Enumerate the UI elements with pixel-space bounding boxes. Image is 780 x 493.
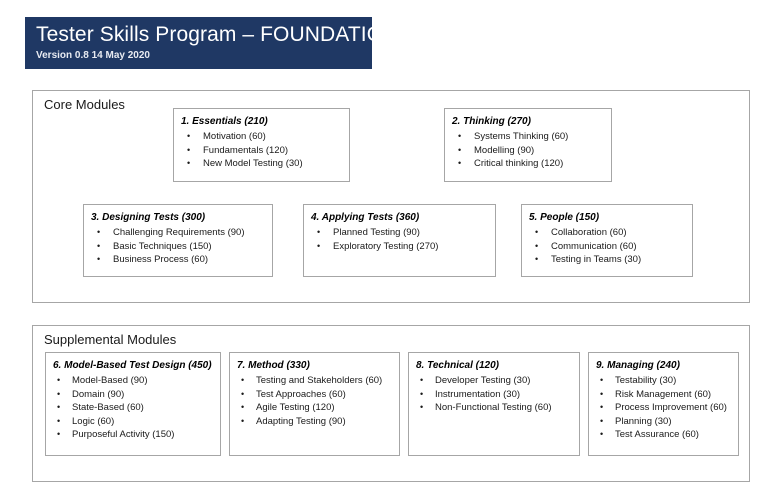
module-item-list [91, 226, 267, 267]
list-item [311, 226, 490, 240]
module-title: 8. Technical (120) [416, 360, 499, 371]
module-card-technical[interactable] [408, 352, 580, 456]
list-item [529, 253, 687, 267]
bullet-icon: • [97, 254, 101, 264]
bullet-icon: • [535, 227, 539, 237]
list-item [416, 401, 574, 415]
bullet-icon: • [317, 227, 321, 237]
list-item-label: Testing and Stakeholders (60) [256, 375, 383, 386]
bullet-icon: • [420, 402, 424, 412]
bullet-icon: • [57, 375, 61, 385]
bullet-icon: • [600, 388, 604, 399]
bullet-icon: • [241, 375, 245, 385]
bullet-icon: • [535, 240, 539, 251]
list-item-label: Instrumentation (30) [435, 388, 521, 400]
module-card-model-based-test-design[interactable] [45, 352, 221, 456]
bullet-icon: • [317, 240, 321, 251]
list-item [53, 401, 215, 415]
list-item [181, 157, 344, 171]
list-item-label: Test Approaches (60) [256, 388, 346, 400]
list-item [237, 401, 394, 415]
list-item [596, 374, 733, 388]
bullet-icon: • [600, 429, 604, 439]
page-title: Tester Skills Program – FOUNDATION [36, 23, 399, 46]
list-item-label: Modelling (90) [474, 144, 535, 156]
list-item-label: Collaboration (60) [551, 227, 627, 238]
list-item [53, 374, 215, 388]
bullet-icon: • [57, 415, 61, 426]
module-title: 5. People (150) [529, 212, 600, 223]
bullet-icon: • [241, 402, 245, 412]
title-banner [25, 17, 399, 69]
bullet-icon: • [187, 131, 191, 141]
module-card-essentials[interactable] [173, 108, 350, 182]
list-item [237, 388, 394, 402]
list-item [596, 428, 733, 442]
bullet-icon: • [57, 388, 61, 399]
bullet-icon: • [600, 402, 604, 412]
list-item [91, 240, 267, 254]
list-item-label: Business Process (60) [113, 254, 209, 265]
module-card-people[interactable] [521, 204, 693, 277]
module-item-list [529, 226, 687, 267]
module-item-list [452, 130, 606, 171]
list-item-label: Critical thinking (120) [474, 158, 564, 169]
module-card-thinking[interactable] [444, 108, 612, 182]
bullet-icon: • [600, 415, 604, 426]
module-title: 1. Essentials (210) [181, 116, 268, 127]
bullet-icon: • [57, 429, 61, 439]
bullet-icon: • [420, 375, 424, 385]
module-item-list [416, 374, 574, 415]
module-title: 4. Applying Tests (360) [311, 212, 420, 223]
list-item-label: Motivation (60) [203, 131, 266, 142]
list-item [416, 374, 574, 388]
list-item [91, 253, 267, 267]
list-item [529, 226, 687, 240]
module-item-list [596, 374, 733, 442]
bullet-icon: • [420, 388, 424, 399]
list-item-label: Planned Testing (90) [333, 227, 420, 238]
list-item-label: Process Improvement (60) [615, 402, 727, 413]
module-item-list [311, 226, 490, 253]
list-item-label: Planning (30) [615, 415, 672, 427]
list-item [596, 388, 733, 402]
module-title: 3. Designing Tests (300) [91, 212, 206, 223]
module-title: 6. Model-Based Test Design (450) [53, 360, 212, 371]
bullet-icon: • [57, 402, 61, 412]
bullet-icon: • [458, 158, 462, 168]
list-item-label: Risk Management (60) [615, 388, 712, 400]
list-item [452, 157, 606, 171]
list-item-label: Developer Testing (30) [435, 375, 531, 386]
bullet-icon: • [600, 375, 604, 385]
list-item [181, 144, 344, 158]
list-item [452, 130, 606, 144]
list-item-label: Testability (30) [615, 375, 677, 386]
list-item-label: Model-Based (90) [72, 375, 148, 386]
list-item [529, 240, 687, 254]
list-item-label: Adapting Testing (90) [256, 415, 346, 427]
bullet-icon: • [458, 131, 462, 141]
bullet-icon: • [241, 388, 245, 399]
list-item [416, 388, 574, 402]
list-item-label: Systems Thinking (60) [474, 131, 569, 142]
list-item-label: Agile Testing (120) [256, 402, 335, 413]
list-item-label: Logic (60) [72, 415, 115, 427]
list-item-label: Challenging Requirements (90) [113, 227, 245, 238]
list-item [596, 415, 733, 429]
bullet-icon: • [187, 158, 191, 168]
list-item-label: Basic Techniques (150) [113, 240, 212, 252]
module-title: 2. Thinking (270) [452, 116, 531, 127]
list-item-label: Communication (60) [551, 240, 637, 252]
module-title: 7. Method (330) [237, 360, 310, 371]
list-item-label: Non-Functional Testing (60) [435, 402, 552, 413]
list-item [53, 428, 215, 442]
list-item [311, 240, 490, 254]
list-item [596, 401, 733, 415]
module-title: 9. Managing (240) [596, 360, 680, 371]
list-item-label: Purposeful Activity (150) [72, 429, 175, 440]
bullet-icon: • [187, 144, 191, 155]
list-item [237, 374, 394, 388]
bullet-icon: • [535, 254, 539, 264]
module-item-list [237, 374, 394, 428]
supplemental-modules-section [32, 325, 750, 482]
bullet-icon: • [458, 144, 462, 155]
list-item-label: State-Based (60) [72, 402, 144, 413]
bullet-icon: • [241, 415, 245, 426]
list-item [181, 130, 344, 144]
module-card-applying-tests[interactable] [303, 204, 496, 277]
core-modules-section [32, 90, 750, 303]
module-card-managing[interactable] [588, 352, 739, 456]
version-label: Version 0.8 14 May 2020 [36, 50, 150, 61]
module-item-list [181, 130, 344, 171]
module-card-designing-tests[interactable] [83, 204, 273, 277]
module-item-list [53, 374, 215, 442]
bullet-icon: • [97, 240, 101, 251]
bullet-icon: • [97, 227, 101, 237]
list-item [91, 226, 267, 240]
list-item [452, 144, 606, 158]
list-item [53, 388, 215, 402]
list-item-label: Testing in Teams (30) [551, 254, 642, 265]
list-item-label: Domain (90) [72, 388, 125, 400]
list-item-label: Test Assurance (60) [615, 429, 699, 440]
list-item-label: Exploratory Testing (270) [333, 240, 439, 252]
list-item-label: Fundamentals (120) [203, 144, 289, 156]
list-item [237, 415, 394, 429]
list-item-label: New Model Testing (30) [203, 158, 303, 169]
module-card-method[interactable] [229, 352, 400, 456]
supplemental-modules-title: Supplemental Modules [44, 332, 177, 347]
list-item [53, 415, 215, 429]
core-modules-title: Core Modules [44, 97, 125, 112]
